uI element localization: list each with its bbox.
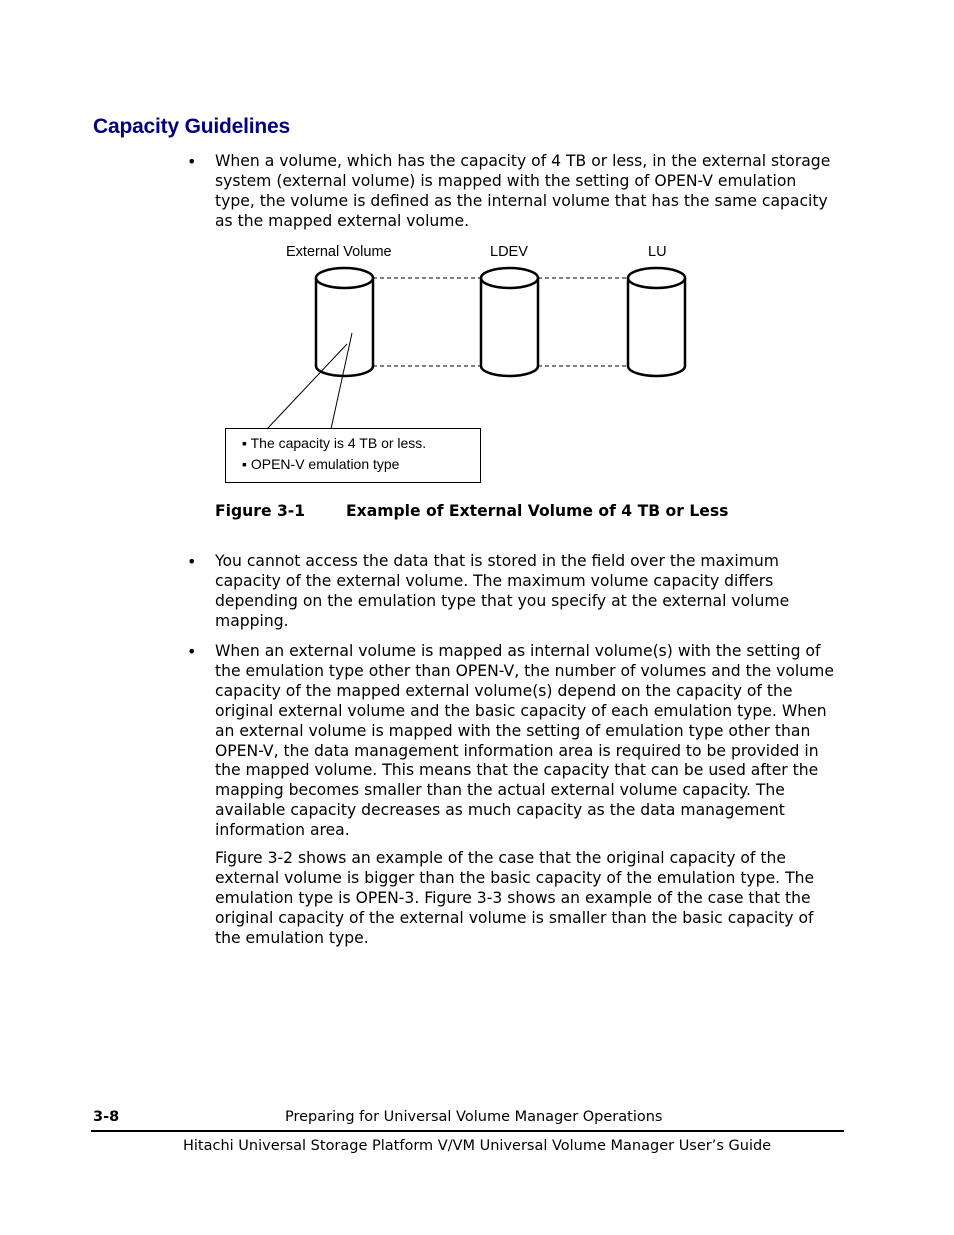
ldev-cylinder	[481, 268, 538, 376]
figure-diagram	[215, 240, 715, 490]
note-line-capacity: ▪ The capacity is 4 TB or less.	[242, 435, 427, 451]
footer-guide-title: Hitachi Universal Storage Platform V/VM Universal Volume Manager User’s Guide	[183, 1138, 772, 1154]
footer-section-title: Preparing for Universal Volume Manager Operations	[285, 1109, 663, 1125]
note-callout-box	[225, 428, 481, 483]
bullet-paragraph-3: When an external volume is mapped as internal volume(s) with the setting of the emulation type other than OPEN-V, the number of volumes and the volume capacity of the mapped external volume(s) depend on the capacity of the original external volume and the basic capacity of each emulation type. When an external volume is mapped with the setting of emulation type other than OPEN-V, the data management information area is required to be provided in the mapped volume. This means that the capacity that can be used after the mapping becomes smaller than the actual external volume capacity. The available capacity decreases as much capacity as the data management information area.	[215, 642, 834, 840]
lu-cylinder	[628, 268, 685, 376]
bullet-marker: •	[187, 642, 197, 661]
bullet-marker: •	[187, 552, 197, 571]
followup-paragraph: Figure 3-2 shows an example of the case that the original capacity of the external volume is bigger than the basic capacity of the emulation type. The emulation type is OPEN-3. Figure 3-3 shows an example of the case that the original capacity of the external volume is smaller than the basic capacity of the emulation type.	[215, 849, 815, 947]
lu-label: LU	[648, 244, 667, 260]
note-line-emulation: ▪ OPEN-V emulation type	[242, 456, 400, 472]
bullet-paragraph-1: When a volume, which has the capacity of 4 TB or less, in the external storage system (external volume) is mapped with the setting of OPEN-V emulation type, the volume is defined as the internal volume that has the same capacity as the mapped external volume.	[215, 152, 831, 230]
figure-caption-title: Example of External Volume of 4 TB or Less	[346, 502, 729, 520]
external-volume-cylinder	[316, 268, 373, 376]
bullet-marker: •	[187, 152, 197, 171]
bullet-paragraph-2: You cannot access the data that is stored in the field over the maximum capacity of the external volume. The maximum volume capacity differs depending on the emulation type that you specify at the external volume mapping.	[215, 552, 790, 630]
figure-caption-number: Figure 3-1	[215, 502, 306, 520]
external-volume-label: External Volume	[286, 244, 392, 260]
page-number: 3-8	[93, 1109, 120, 1125]
footer-divider	[91, 1130, 844, 1132]
ldev-label: LDEV	[490, 244, 528, 260]
page-title: Capacity Guidelines	[93, 115, 290, 138]
